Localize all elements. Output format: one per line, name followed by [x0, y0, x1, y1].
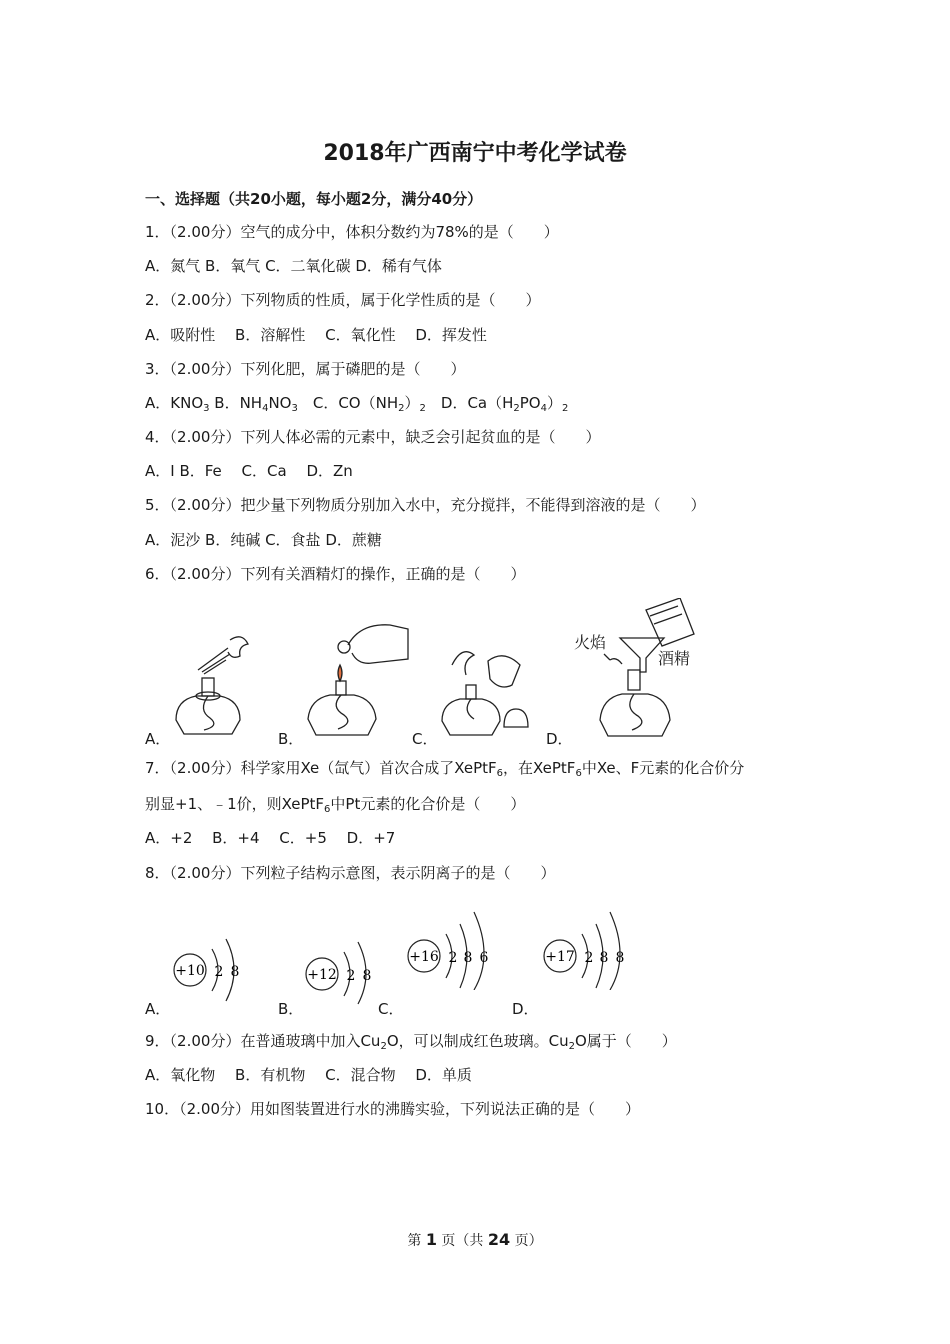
- section-heading: 一、选择题（共20小题，每小题2分，满分40分）: [145, 190, 483, 208]
- question-9-stem: 9．（2.00分）在普通玻璃中加入$Cu_2O$，可以制成红色玻璃。$Cu_2O$属于（ ）: [145, 1032, 677, 1052]
- shell-b-2: 8: [362, 968, 372, 984]
- shell-c-1: 2: [448, 950, 458, 966]
- atom-diagram-a: [168, 925, 248, 1005]
- page-footer: 第 1 页（共 24 页）: [407, 1230, 543, 1249]
- shell-d-1: 2: [584, 950, 594, 966]
- nucleus-c: +16: [409, 949, 439, 965]
- question-7-line1: 7．（2.00分）科学家用Xe（氙气）首次合成了XePtF$_6$，在XePtF$_6$中Xe、F元素的化合价分: [145, 759, 745, 779]
- q6-label-c: C．: [412, 730, 438, 748]
- nucleus-b: +12: [307, 967, 337, 983]
- question-10-stem: 10．（2.00分）用如图装置进行水的沸腾实验，下列说法正确的是（ ）: [145, 1100, 640, 1118]
- q8-label-a: A．: [145, 1000, 171, 1018]
- question-3-options: A．$KNO_3$ B．$NH_4NO_3$ C．$CO(NH_2)_2$ D．$Ca(H_2PO_4)_2$: [145, 394, 569, 414]
- atom-diagram-b: [302, 930, 382, 1006]
- question-7-line2: 别显+1、﹣1价，则XePtF$_6$中Pt元素的化合价是（ ）: [145, 795, 526, 815]
- q6-label-d: D．: [546, 730, 573, 748]
- alcohol-label: 酒精: [658, 649, 691, 668]
- shell-d-2: 8: [599, 950, 609, 966]
- question-4-options: A．I B．Fe C．Ca D．Zn: [145, 462, 353, 480]
- lamp-figure-d: [570, 598, 710, 740]
- q8-label-d: D．: [512, 1000, 539, 1018]
- atom-diagram-c: [404, 900, 504, 990]
- question-5-stem: 5．（2.00分）把少量下列物质分别加入水中，充分搅拌，不能得到溶液的是（ ）: [145, 496, 706, 514]
- shell-a-1: 2: [214, 964, 224, 980]
- question-5-options: A．泥沙 B．纯碱 C．食盐 D．蔗糖: [145, 531, 382, 549]
- question-2-options: A．吸附性 B．溶解性 C．氧化性 D．挥发性: [145, 326, 487, 344]
- question-4-stem: 4．（2.00分）下列人体必需的元素中，缺乏会引起贫血的是（ ）: [145, 428, 601, 446]
- nucleus-a: +10: [175, 963, 205, 979]
- question-2-stem: 2．（2.00分）下列物质的性质，属于化学性质的是（ ）: [145, 291, 541, 309]
- page-title: 2018年广西南宁中考化学试卷: [323, 141, 627, 166]
- shell-c-3: 6: [479, 950, 489, 966]
- q8-label-b: B．: [278, 1000, 304, 1018]
- question-3-stem: 3．（2.00分）下列化肥，属于磷肥的是（ ）: [145, 360, 466, 378]
- flame-label: 火焰: [574, 633, 607, 652]
- shell-c-2: 8: [463, 950, 473, 966]
- lamp-figure-a: [168, 630, 258, 740]
- lamp-figure-b: [300, 615, 410, 740]
- nucleus-d: +17: [545, 949, 575, 965]
- shell-a-2: 8: [230, 964, 240, 980]
- question-1-stem: 1．（2.00分）空气的成分中，体积分数约为78%的是（ ）: [145, 223, 559, 241]
- q6-label-a: A．: [145, 730, 171, 748]
- lamp-figure-c: [432, 635, 532, 740]
- shell-d-3: 8: [615, 950, 625, 966]
- question-9-options: A．氧化物 B．有机物 C．混合物 D．单质: [145, 1066, 472, 1084]
- question-6-stem: 6．（2.00分）下列有关酒精灯的操作，正确的是（ ）: [145, 565, 526, 583]
- question-7-options: A．+2 B．+4 C．+5 D．+7: [145, 829, 396, 847]
- q6-label-b: B．: [278, 730, 304, 748]
- question-8-stem: 8．（2.00分）下列粒子结构示意图，表示阴离子的是（ ）: [145, 864, 556, 882]
- shell-b-1: 2: [346, 968, 356, 984]
- atom-diagram-d: [540, 900, 640, 990]
- q8-label-c: C．: [378, 1000, 404, 1018]
- question-1-options: A．氮气 B．氧气 C．二氧化碳 D．稀有气体: [145, 257, 442, 275]
